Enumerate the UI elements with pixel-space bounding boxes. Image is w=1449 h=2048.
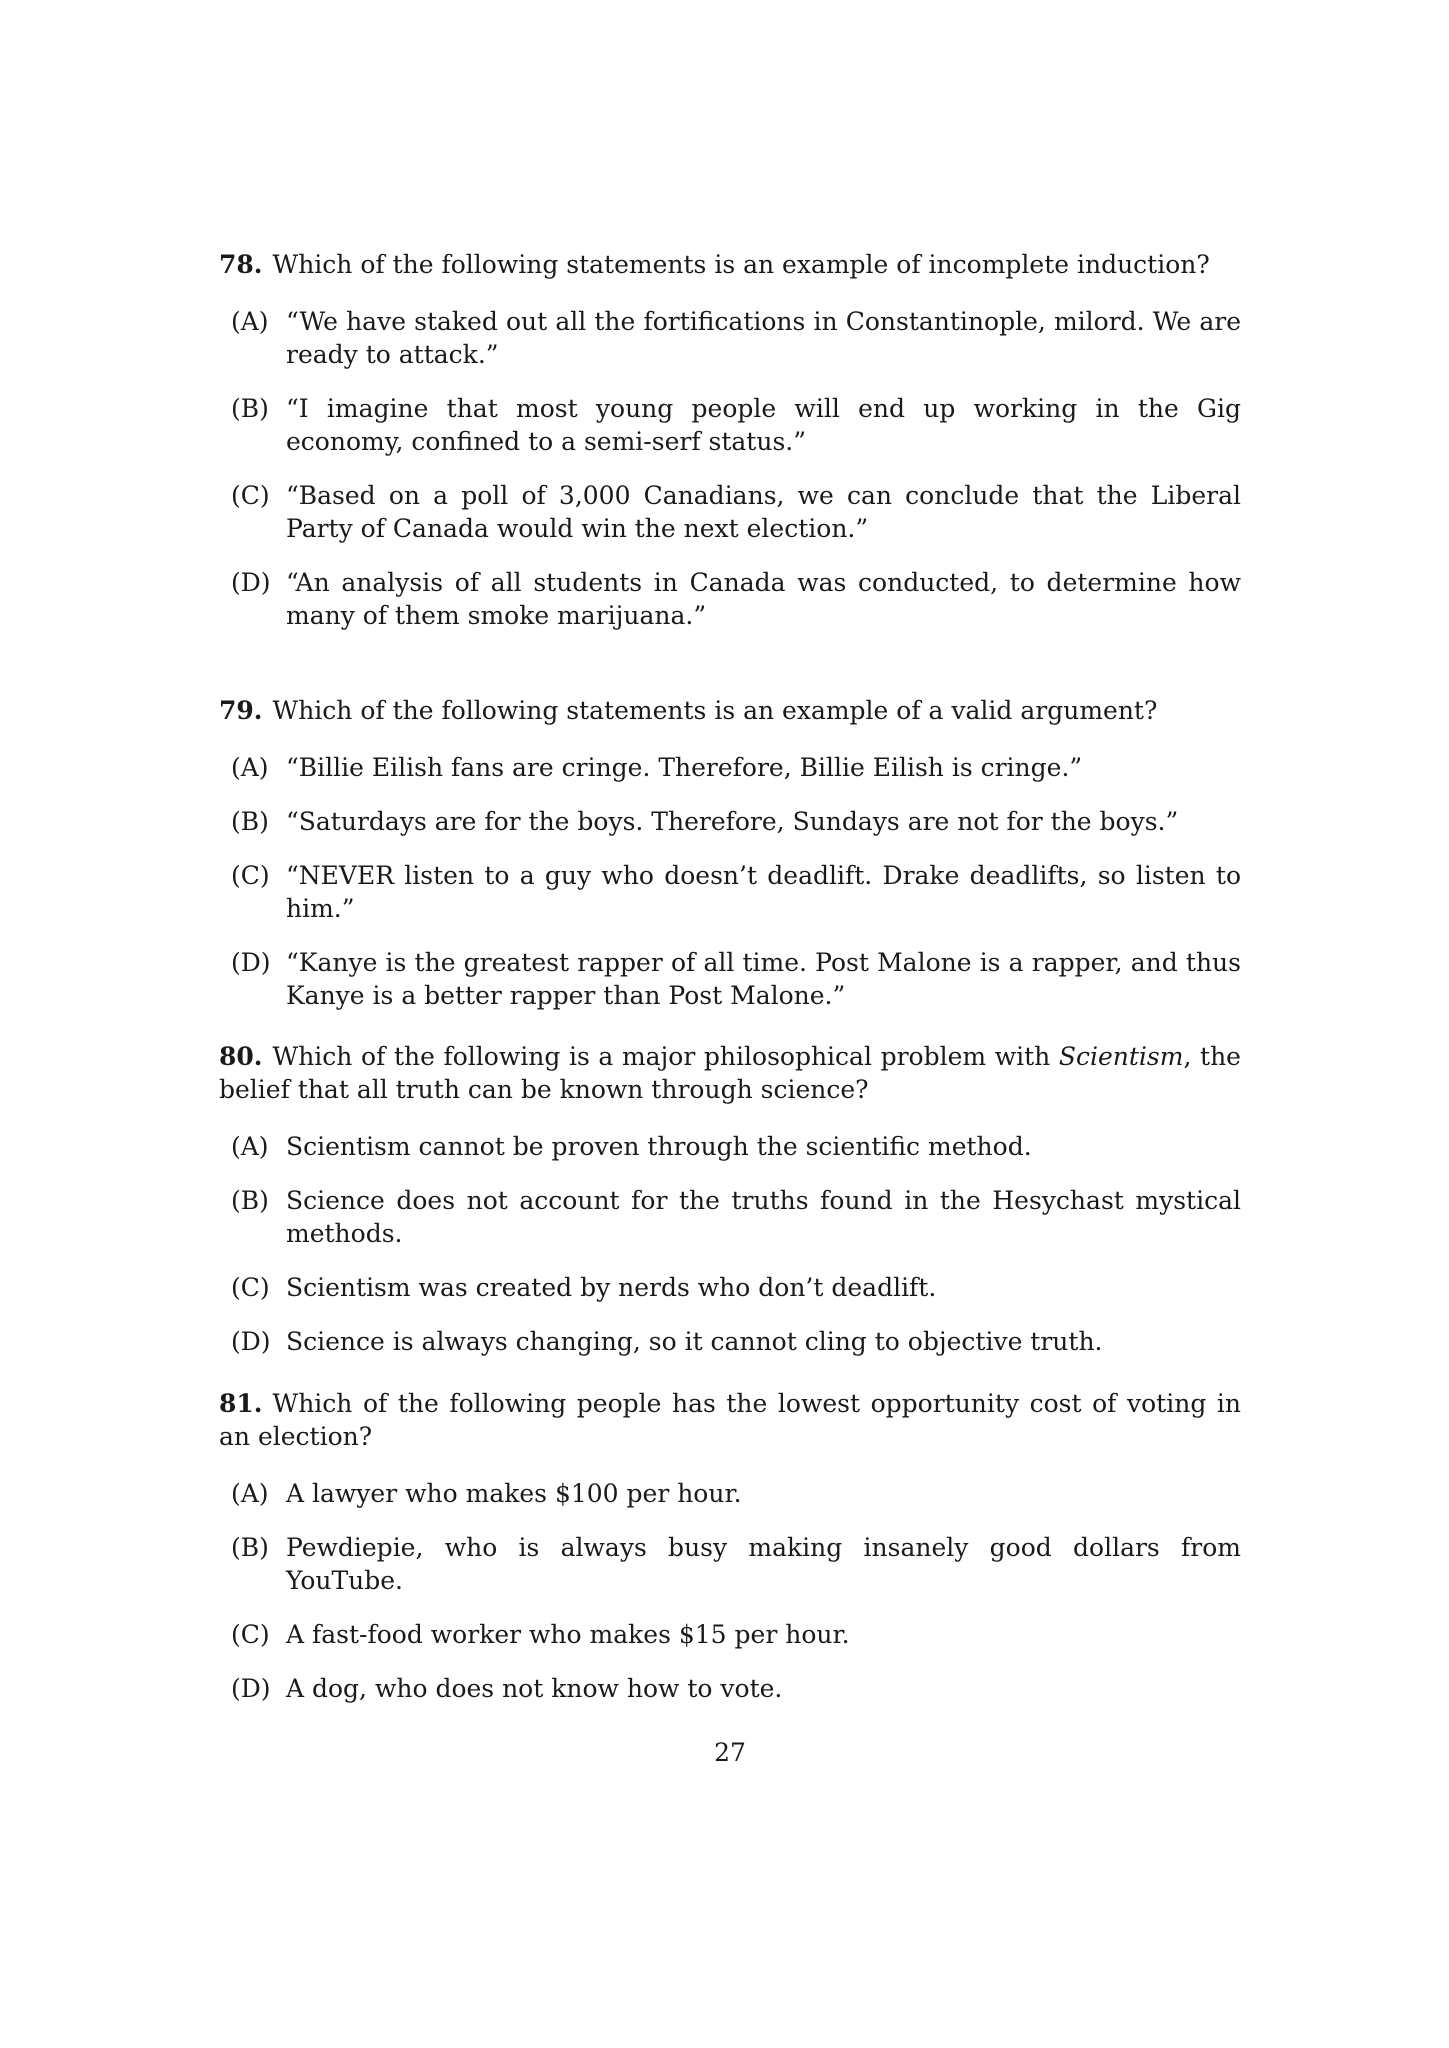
option-a	[219, 305, 1241, 371]
option-text: Science does not account for the truths found in the Hesychast mystical methods.	[286, 1186, 1241, 1248]
option-letter: (D)	[231, 568, 271, 597]
question-text: Which of the following statements is an example of a valid argument?	[272, 696, 1158, 725]
option-letter: (C)	[231, 861, 270, 890]
option-letter: (B)	[231, 1186, 269, 1215]
question-number: 81.	[219, 1389, 263, 1418]
option-d	[219, 1672, 1241, 1705]
question-81	[219, 1387, 1241, 1726]
question-80	[219, 1040, 1241, 1379]
option-text: “We have staked out all the fortifications in Constantinople, milord. We are ready to attack.”	[286, 307, 1241, 369]
option-text: Scientism cannot be proven through the scientific method.	[286, 1132, 1032, 1161]
option-letter: (A)	[231, 1132, 269, 1161]
question-79	[219, 694, 1241, 1033]
option-b	[219, 1184, 1241, 1250]
option-text: “NEVER listen to a guy who doesn’t deadlift. Drake deadlifts, so listen to him.”	[286, 861, 1241, 923]
option-a	[219, 751, 1241, 784]
page-number: 27	[714, 1738, 746, 1767]
question-text-after: , the belief that all truth can be known through science?	[219, 1042, 1241, 1104]
option-text: Pewdiepie, who is always busy making insanely good dollars from YouTube.	[286, 1533, 1241, 1595]
option-letter: (D)	[231, 1674, 271, 1703]
option-text: “An analysis of all students in Canada was conducted, to determine how many of them smoke marijuana.”	[286, 568, 1241, 630]
option-letter: (B)	[231, 394, 269, 423]
option-text: “Saturdays are for the boys. Therefore, Sundays are not for the boys.”	[286, 807, 1179, 836]
question-78	[219, 248, 1241, 653]
question-text-before: Which of the following is a major philosophical problem with	[272, 1042, 1059, 1071]
option-letter: (D)	[231, 1327, 271, 1356]
option-letter: (A)	[231, 753, 269, 782]
option-letter: (D)	[231, 948, 271, 977]
option-text: Science is always changing, so it cannot cling to objective truth.	[286, 1327, 1103, 1356]
option-b	[219, 392, 1241, 458]
question-stem	[219, 694, 1241, 727]
option-d	[219, 1325, 1241, 1358]
option-a	[219, 1477, 1241, 1510]
option-letter: (A)	[231, 1479, 269, 1508]
option-d	[219, 946, 1241, 1012]
question-stem	[219, 1387, 1241, 1453]
option-c	[219, 859, 1241, 925]
option-text: “Based on a poll of 3,000 Canadians, we can conclude that the Liberal Party of Canada would win the next election.”	[286, 481, 1241, 543]
question-text: Which of the following people has the lowest opportunity cost of voting in an election?	[219, 1389, 1241, 1451]
option-letter: (C)	[231, 1273, 270, 1302]
option-c	[219, 1618, 1241, 1651]
option-text: “Kanye is the greatest rapper of all time. Post Malone is a rapper, and thus Kanye is a better rapper than Post Malone.”	[286, 948, 1241, 1010]
option-letter: (C)	[231, 481, 270, 510]
option-text: “I imagine that most young people will end up working in the Gig economy, confined to a semi-serf status.”	[286, 394, 1241, 456]
option-c	[219, 479, 1241, 545]
option-b	[219, 1531, 1241, 1597]
question-stem	[219, 1040, 1241, 1106]
option-letter: (A)	[231, 307, 269, 336]
option-letter: (B)	[231, 807, 269, 836]
option-b	[219, 805, 1241, 838]
question-number: 80.	[219, 1042, 263, 1071]
question-text: Which of the following statements is an example of incomplete induction?	[272, 250, 1210, 279]
option-letter: (B)	[231, 1533, 269, 1562]
option-c	[219, 1271, 1241, 1304]
option-letter: (C)	[231, 1620, 270, 1649]
question-number: 79.	[219, 696, 263, 725]
question-text-emphasis: Scientism	[1058, 1042, 1184, 1071]
option-text: Scientism was created by nerds who don’t deadlift.	[286, 1273, 937, 1302]
question-stem	[219, 248, 1241, 281]
option-text: A dog, who does not know how to vote.	[286, 1674, 783, 1703]
option-a	[219, 1130, 1241, 1163]
question-number: 78.	[219, 250, 263, 279]
option-text: A lawyer who makes $100 per hour.	[286, 1479, 742, 1508]
option-d	[219, 566, 1241, 632]
option-text: “Billie Eilish fans are cringe. Therefore, Billie Eilish is cringe.”	[286, 753, 1083, 782]
document-page	[219, 0, 1241, 2048]
option-text: A fast-food worker who makes $15 per hour.	[286, 1620, 850, 1649]
